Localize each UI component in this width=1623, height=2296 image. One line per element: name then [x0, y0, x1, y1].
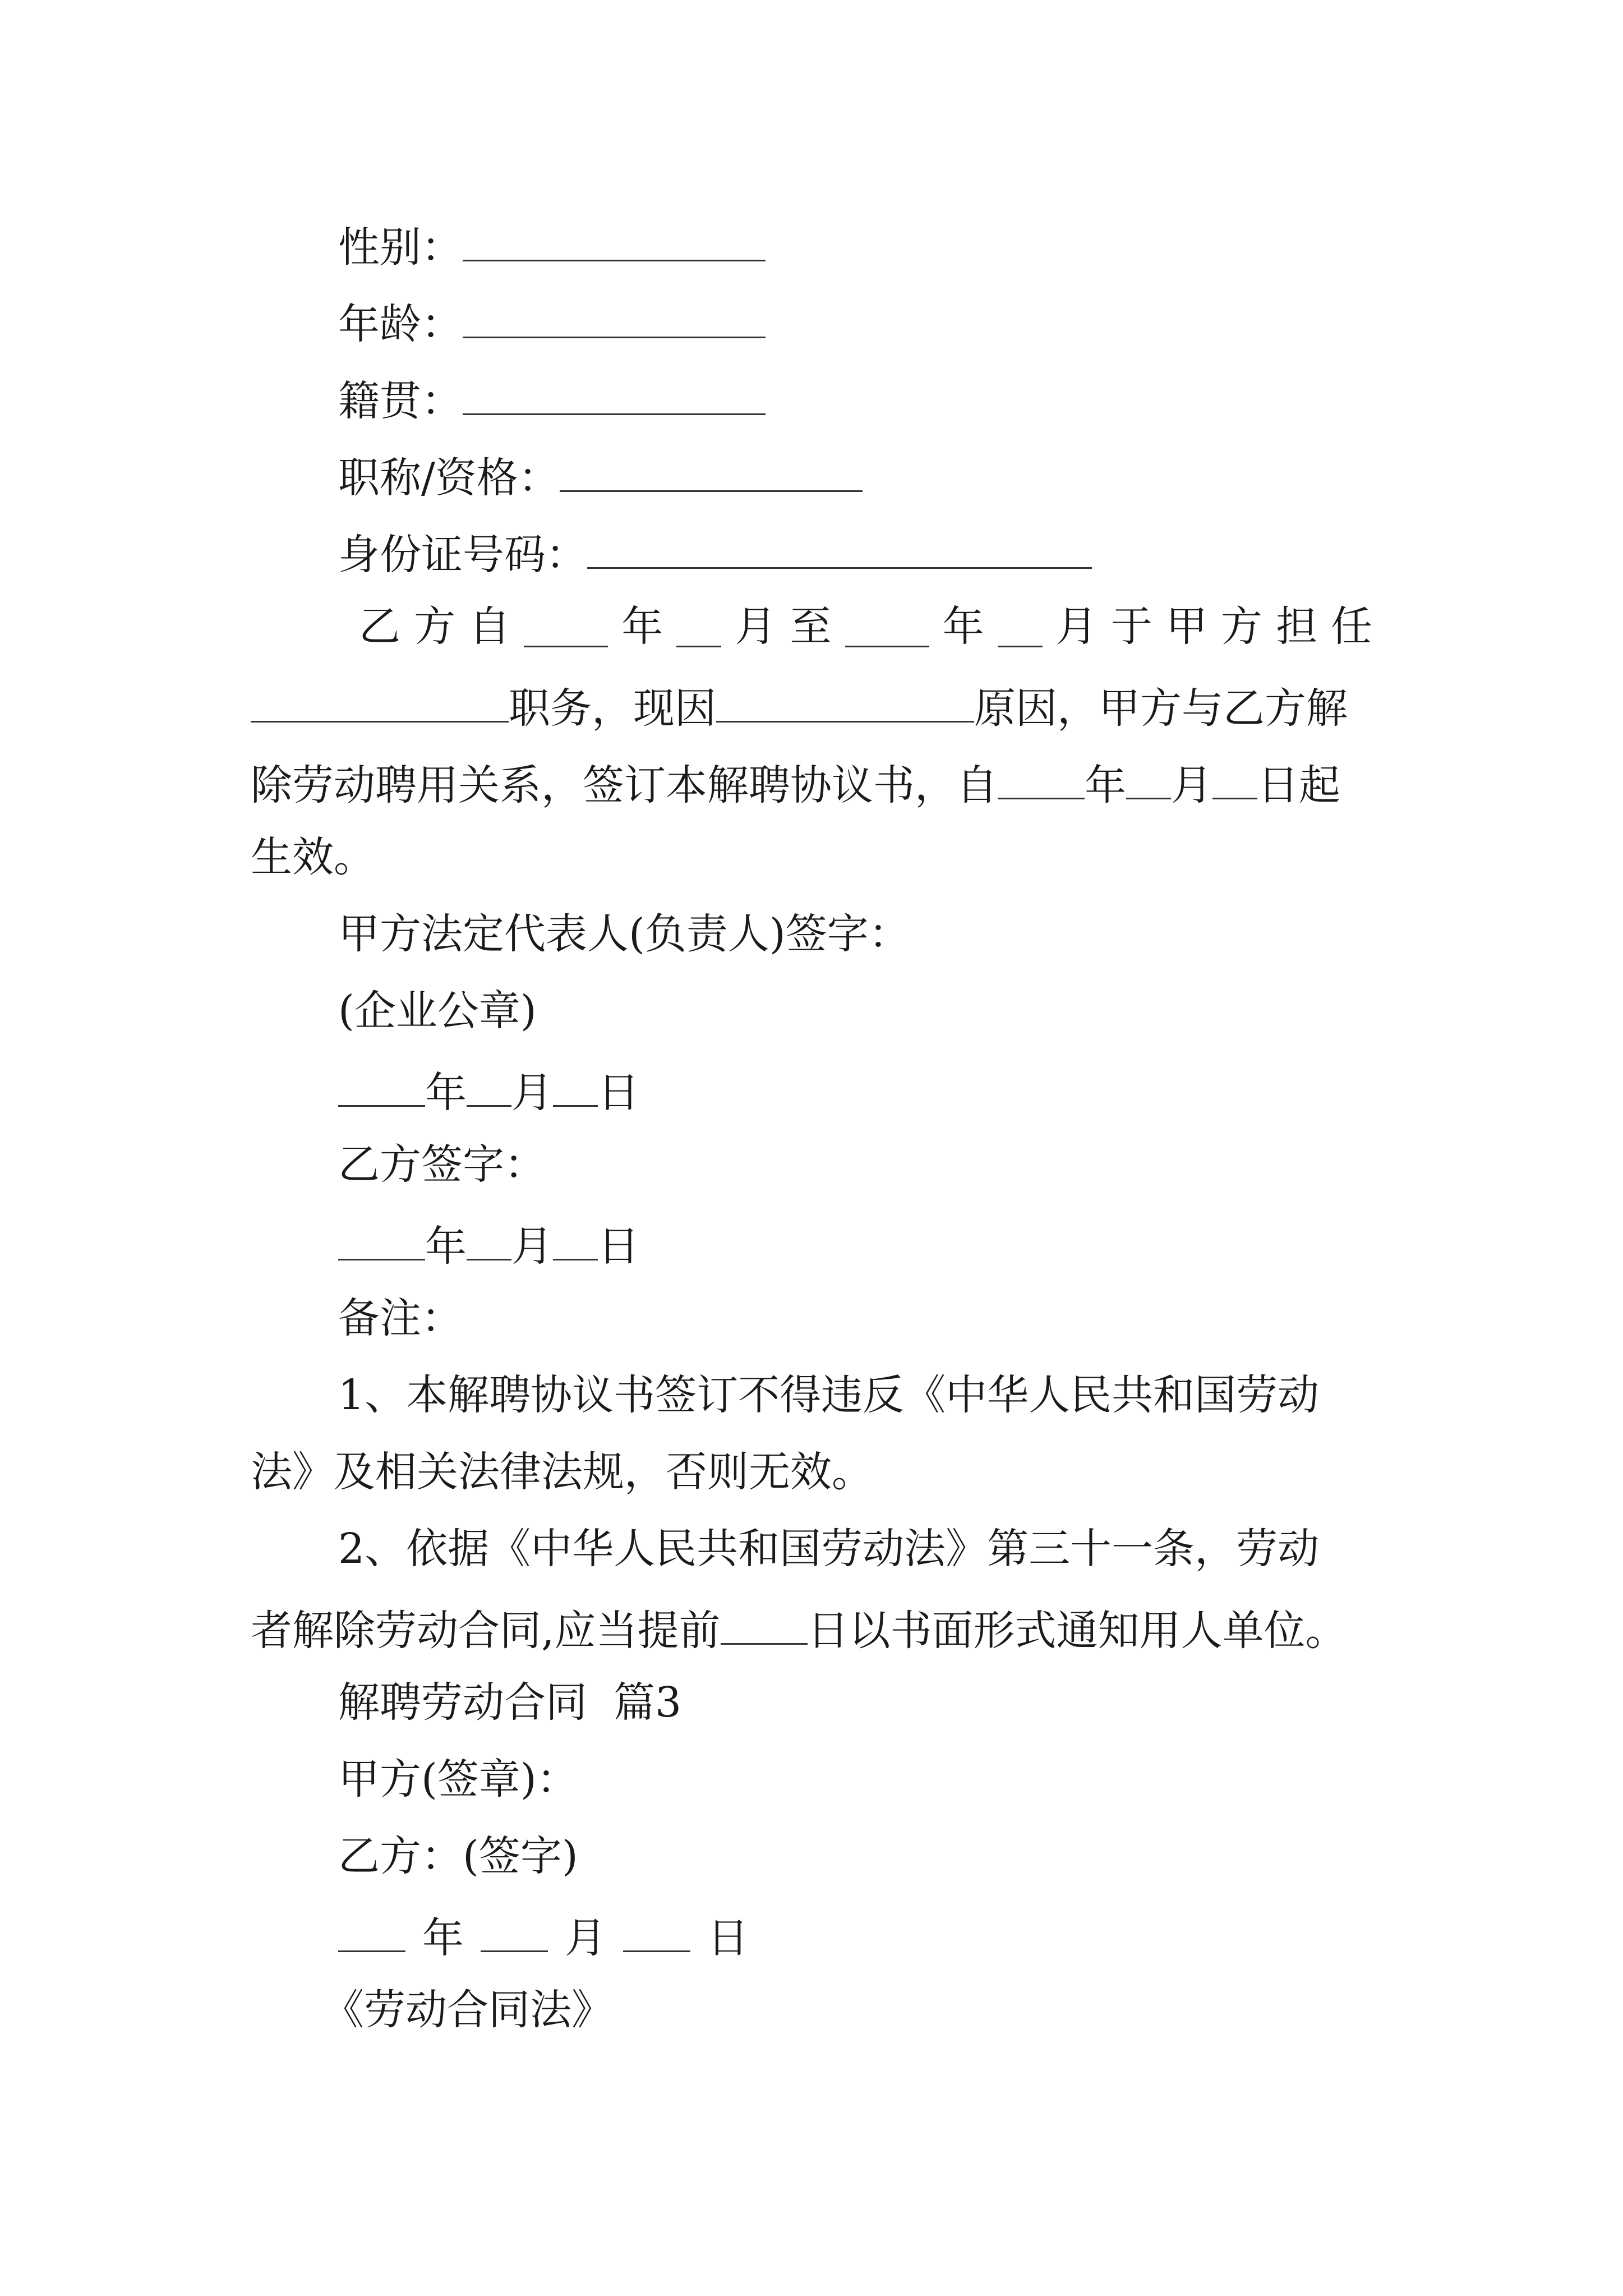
para-text: 生效。	[251, 833, 375, 881]
year-blank[interactable]	[338, 1221, 425, 1260]
para-char: 自	[469, 602, 511, 651]
para-char: 任	[1331, 602, 1372, 651]
date-line	[338, 1067, 639, 1117]
day-blank[interactable]	[553, 1067, 598, 1107]
year-label: 年	[422, 1914, 464, 1963]
para-char: 至	[790, 602, 832, 651]
date-blank[interactable]	[676, 608, 721, 647]
month-blank[interactable]	[467, 1067, 511, 1107]
para-char: 年	[942, 602, 984, 651]
paragraph-line	[251, 833, 375, 881]
company-seal: (企业公章)	[338, 987, 537, 1035]
reason-blank[interactable]	[716, 683, 974, 723]
para-char: 年	[621, 602, 663, 651]
law-title: 《劳动合同法》	[322, 1986, 613, 2034]
month-blank[interactable]	[1126, 760, 1171, 799]
para-text: 日以书面形式通知用人单位。	[807, 1607, 1347, 1655]
note-2-line: 2、依据《中华人民共和国劳动法》第三十一条，劳动	[338, 1525, 1320, 1573]
month-label: 月	[565, 1914, 606, 1963]
date-blank[interactable]	[524, 608, 608, 647]
para-text: 除劳动聘用关系，签订本解聘协议书，自	[251, 761, 998, 810]
year-label: 年	[425, 1222, 467, 1271]
gender-field	[338, 222, 766, 272]
date-line	[338, 1912, 766, 1963]
party-a-rep-sign: 甲方法定代表人(负责人)签字：	[338, 910, 910, 958]
age-field	[338, 298, 766, 349]
age-blank[interactable]	[463, 298, 766, 338]
gender-label: 性别：	[338, 223, 463, 272]
age-label: 年龄：	[338, 300, 463, 349]
paragraph-line	[251, 683, 1348, 733]
day-blank[interactable]	[553, 1221, 598, 1260]
day-label: 日	[598, 1069, 639, 1117]
day-blank[interactable]	[1212, 760, 1257, 799]
note-1-line: 1、本解聘协议书签订不得违反《中华人民共和国劳动	[338, 1371, 1320, 1419]
year-blank[interactable]	[338, 1067, 425, 1107]
para-text: 年	[1085, 761, 1126, 810]
paragraph-line	[359, 602, 1372, 651]
party-b-sign: 乙方签字：	[338, 1140, 546, 1189]
para-text: 职务，现因	[509, 684, 716, 733]
title-label: 职称/资格：	[338, 454, 560, 503]
gender-blank[interactable]	[463, 222, 766, 261]
note-1-line: 法》及相关法律法规，否则无效。	[251, 1448, 873, 1496]
position-blank[interactable]	[251, 683, 509, 723]
para-char: 乙	[359, 602, 400, 651]
year-blank[interactable]	[998, 760, 1085, 799]
party-b-signature: 乙方：(签字)	[338, 1832, 578, 1880]
para-text: 日起	[1257, 761, 1340, 810]
day-blank[interactable]	[623, 1912, 690, 1952]
note-2-line	[251, 1605, 1347, 1655]
paragraph-line	[251, 760, 1340, 810]
para-char: 甲	[1165, 602, 1207, 651]
day-label: 日	[598, 1222, 639, 1271]
para-text: 者解除劳动合同,应当提前	[251, 1607, 721, 1655]
month-blank[interactable]	[481, 1912, 548, 1952]
date-blank[interactable]	[998, 608, 1043, 647]
para-char: 月	[1055, 602, 1098, 651]
id-label: 身份证号码：	[338, 531, 587, 579]
para-char: 方	[1220, 602, 1262, 651]
native-place-blank[interactable]	[463, 375, 766, 415]
year-label: 年	[425, 1069, 467, 1117]
party-a-seal: 甲方(签章)：	[338, 1755, 578, 1803]
notes-heading: 备注：	[338, 1294, 463, 1342]
para-char: 方	[414, 602, 456, 651]
days-blank[interactable]	[721, 1605, 808, 1645]
year-blank[interactable]	[338, 1912, 405, 1952]
id-field	[338, 529, 1092, 579]
para-char: 月	[735, 602, 777, 651]
native-place-label: 籍贯：	[338, 377, 463, 426]
title-blank[interactable]	[560, 452, 863, 492]
month-label: 月	[511, 1069, 553, 1117]
date-blank[interactable]	[845, 608, 929, 647]
id-blank[interactable]	[587, 529, 1092, 569]
native-place-field	[338, 375, 766, 426]
month-label: 月	[511, 1222, 553, 1271]
para-char: 担	[1275, 602, 1317, 651]
para-text: 原因，甲方与乙方解	[974, 684, 1348, 733]
day-label: 日	[707, 1914, 749, 1963]
section-heading: 解聘劳动合同 篇3	[338, 1678, 682, 1727]
month-blank[interactable]	[467, 1221, 511, 1260]
title-field	[338, 452, 863, 503]
date-line	[338, 1221, 639, 1271]
para-char: 于	[1110, 602, 1152, 651]
para-text: 月	[1171, 761, 1212, 810]
